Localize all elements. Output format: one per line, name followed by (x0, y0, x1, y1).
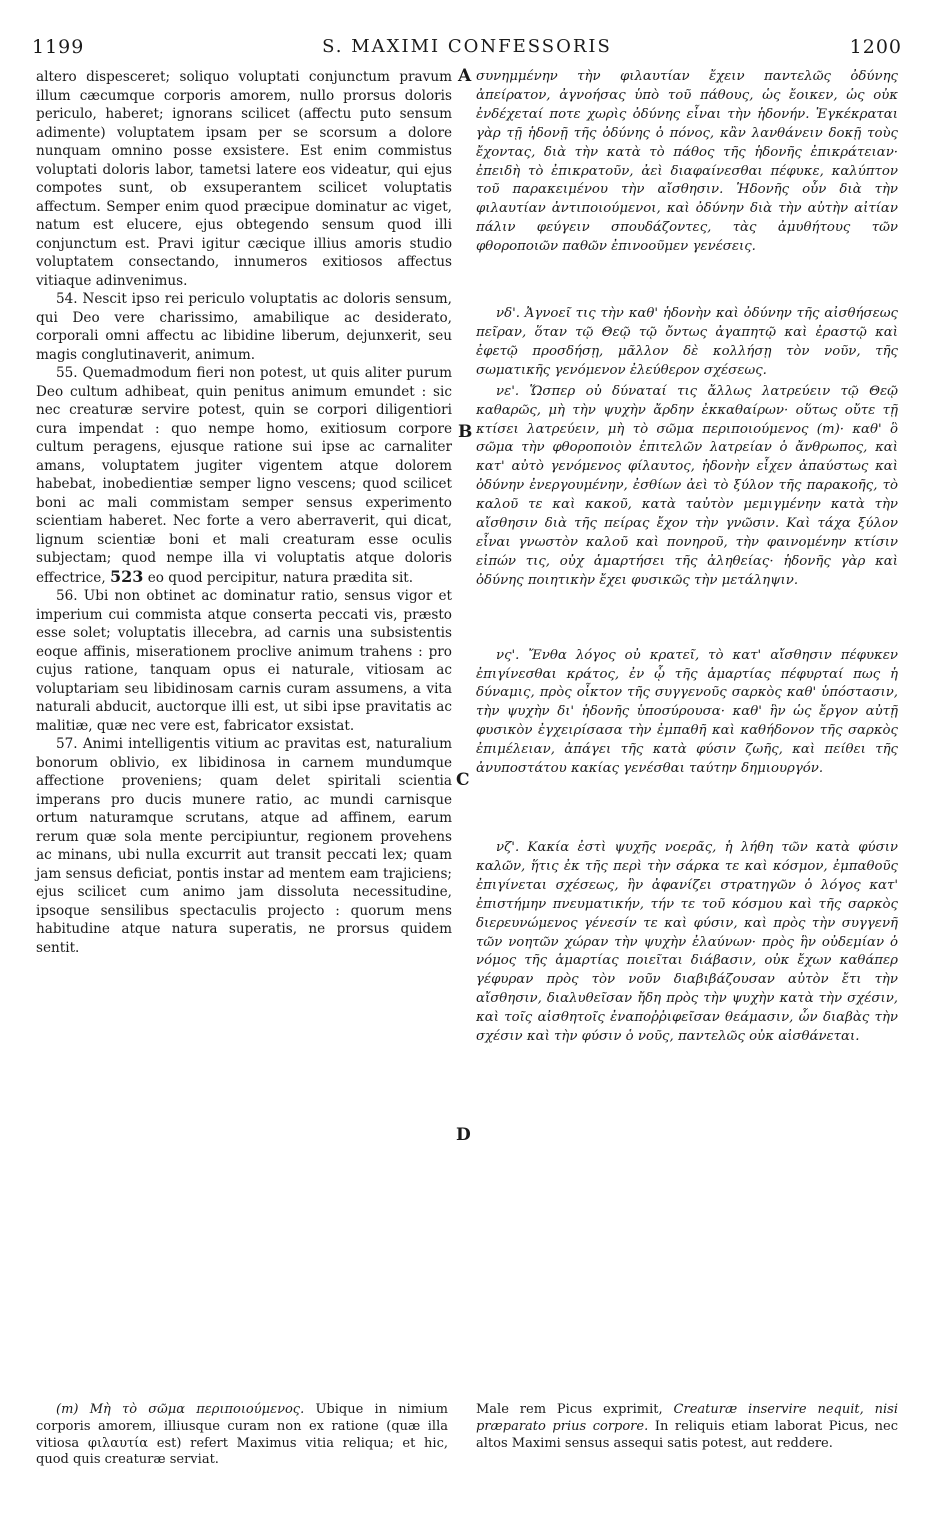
margin-letter-a: A (458, 66, 472, 86)
footnote-right-text-a: Male rem Picus exprimit, (476, 1402, 663, 1417)
running-title: S. MAXIMI CONFESSORIS (322, 36, 612, 57)
footnote-right-quote: Creaturæ inservire nequit, nisi præparato prius corpore. (476, 1402, 898, 1434)
page-number-right: 1200 (849, 36, 902, 58)
column-number: 523 (109, 566, 144, 586)
latin-paragraph-55 (36, 364, 452, 587)
latin-paragraph-55-text: 55. Quemadmodum fieri non potest, ut quis aliter purum Deo cultum adhibeat, quin penitus animum emundet : sic nec creaturæ servire potest, quin se corpori diligentiori cura impendat : quo nempe homo, exitiosum corpore cultum peragens, ejusque ratione sui ipse ac carnaliter amans, voluptatem jugiter vigentem atque dolorem habebat, inobedientiæ semper ligno vescens; quod scilicet boni ac mali commistam semper sensus experimento scientiam haberet. Nec forte a vero aberraverit, qui dicat, lignum scientiæ boni et mali creaturam esse oculis subjectam; quod nempe illa vi voluptatis atque doloris effectrice, (36, 365, 452, 586)
page-header (32, 36, 902, 60)
footnote-lemma: (m) Μὴ τὸ σῶμα περιποιούμενος. (56, 1402, 305, 1417)
latin-paragraph-54: 54. Nescit ipso rei periculo voluptatis ac doloris sensum, qui Deo vere charissimo, amabilique ac desiderato, corporali omni affectu ac libidine liberum, dejunxerit, seu magis conglutinaverit, animum. (36, 291, 452, 363)
greek-paragraph-55: νε'. Ὥσπερ οὐ δύναταί τις ἄλλως λατρεύειν τῷ Θεῷ καθαρῶς, μὴ τὴν ψυχὴν ἄρδην ἐκκαθαίρων· οὕτως οὔτε τῇ κτίσει λατρεύειν, μὴ τὸ σῶμα περιποιούμενος (m)· καθ' ὃ σῶμα τὴν φθοροποιὸν ἐπιτελῶν λατρείαν ὁ ἄνθρωπος, καὶ κατ' αὐτὸ γενόμενος φίλαυτος, ἡδονὴν εἶχεν ἀπαύστως καὶ ὀδύνην ἐνεργουμένην, ἐσθίων ἀεὶ τὸ ξύλον τῆς παρακοῆς, τὸ καλοῦ τε καὶ κακοῦ, κατὰ ταὐτὸν μεμιγμένην κατὰ τὴν αἴσθησιν διὰ τῆς πείρας ἔχον τὴν γνῶσιν. Καὶ τάχα ξύλον εἶναι γνωστὸν καλοῦ καὶ πονηροῦ, τὴν φαινομένην κτίσιν εἰπών τις, οὐχ ἁμαρτήσει τῆς ἀληθείας· ἡδονῆς γὰρ καὶ ὀδύνης ποιητικὴν ἔχει φυσικῶς τὴν μετάληψιν. (476, 383, 898, 588)
latin-paragraph-56: 56. Ubi non obtinet ac dominatur ratio, sensus vigor et imperium cui commista atque conserta peccati vis, præsto esse solet; voluptatis illecebra, ad carnis una subsistentis eoque affinis, miserationem proclive animum trahens : pro cujus ratione, tanquam opus ei naturale, vitiosam ac voluptariam seu libidinosam carnis curam assumens, a vita naturali abducit, auctorque illi est, ut sibi ipse pravitatis ac malitiæ, quæ nec vere est, fabricator exsistat. (36, 588, 452, 734)
latin-paragraph-53-continued: altero dispesceret; soliquo voluptati conjunctum pravum illum cæcumque corporis amorem, nullo prorsus doloris periculo, haberet; ignorans scilicet (affectu puto sensum adimente) voluptatem ipsam per se scorsum a dolore nunquam omnino posse exsistere. Est enim commistus voluptati doloris labor, tametsi latere eos videatur, qui ejus compotes sunt, ob exsuperantem scilicet voluptatis affectum. Semper enim quod præcipue dominatur ac viget, natum est elucere, ejus obtegendo sensum quod illi conjunctum est. Pravi igitur cæcique illius amoris studio voluptatem consectando, innumeros exitiosos affectus vitiaque adinvenimus. (36, 69, 452, 289)
margin-letter-d: D (456, 1125, 471, 1145)
greek-paragraph-54: νδ'. Ἀγνοεῖ τις τὴν καθ' ἡδονὴν καὶ ὀδύνην τῆς αἰσθήσεως πεῖραν, ὅταν τῷ Θεῷ τῷ ὄντως ἀγαπητῷ καὶ ἐραστῷ καὶ ἐφετῷ προσδήσῃ, μᾶλλον δὲ κολλήσῃ τὸν νοῦν, τῆς σωματικῆς γενόμενον ἐλεύθερον σχέσεως. (476, 306, 898, 378)
greek-paragraph-57: νζ'. Κακία ἐστὶ ψυχῆς νοερᾶς, ἡ λήθη τῶν κατὰ φύσιν καλῶν, ἥτις ἐκ τῆς περὶ τὴν σάρκα τε καὶ κόσμον, ἐμπαθοῦς ἐπιγίνεται σχέσεως, ἣν ἀφανίζει στρατηγῶν ὁ λόγος κατ' ἐπιστήμην πνευματικήν, τήν τε τοῦ κόσμου καὶ τῆς σαρκὸς διερευνώμενος γένεσίν τε καὶ φύσιν, καὶ πρὸς τὴν συγγενῆ τῶν νοητῶν χώραν τὴν ψυχὴν ἐλαύνων· πρὸς ἣν οὐδεμίαν ὁ νόμος τῆς ἁμαρτίας ποιεῖται διάβασιν, οὐκ ἔχων καθάπερ γέφυραν πρὸς τὸν νοῦν διαβιβάζουσαν αὐτὸν ἔτι τὴν αἴσθησιν, διαλυθεῖσαν ἤδη πρὸς τὴν ψυχὴν κατὰ τὴν σχέσιν, καὶ τοῖς αἰσθητοῖς ἐναποῤῥιφεῖσαν θεάμασιν, ὧν διαβὰς τὴν σχέσιν καὶ τὴν φύσιν ὁ νοῦς, παντελῶς οὐκ αἰσθάνεται. (476, 840, 898, 1045)
latin-column (36, 68, 452, 957)
footnote-left-text: Ubique in nimium corporis amorem, illiusque curam non ex ratione (quæ illa vitiosa φιλαυτία est) refert Maximus vitia reliqua; et hic, quod quis creaturæ serviat. (36, 1402, 448, 1468)
greek-paragraph-53-continued: συνημμένην τὴν φιλαυτίαν ἔχειν παντελῶς ὀδύνης ἀπείρατον, ἀγνοήσας ὑπὸ τοῦ πάθους, ὡς ἔοικεν, ὡς οὐκ ἐνδέχεταί ποτε χωρὶς ὀδύνης εἶναι τὴν ἡδονήν. Ἐγκέκραται γὰρ τῇ ἡδονῇ τῆς ὀδύνης ὁ πόνος, κἂν λανθάνειν δοκῇ τοὺς ἔχοντας, διὰ τὴν κατὰ τὸ πάθος τῆς ἡδονῆς ἐπικράτειαν· ἐπειδὴ τὸ ἐπικρατοῦν, ἀεὶ διαφαίνεσθαι πέφυκε, καλύπτον τοῦ παρακειμένου τὴν αἴσθησιν. Ἡδονῆς οὖν διὰ τὴν φιλαυτίαν ἀντιποιούμενοι, καὶ ὀδύνην διὰ τὴν αὐτὴν αἰτίαν πάλιν φεύγειν σπουδάζοντες, τὰς ἀμυθήτους τῶν φθοροποιῶν παθῶν ἐπινοοῦμεν γενέσεις. (476, 69, 898, 255)
latin-paragraph-55-end: eo quod percipitur, natura prædita sit. (147, 569, 414, 586)
footnote-left (36, 1402, 448, 1469)
margin-letter-b: B (458, 422, 473, 442)
footnote-right (476, 1402, 898, 1452)
greek-paragraph-56: νς'. Ἔνθα λόγος οὐ κρατεῖ, τὸ κατ' αἴσθησιν πέφυκεν ἐπιγίνεσθαι κράτος, ἐν ᾧ τῆς ἁμαρτίας πέφυρταί πως ἡ δύναμις, πρὸς οἶκτον τῆς συγγενοῦς σαρκὸς καθ' ὑπόστασιν, τὴν ψυχὴν δι' ἡδονῆς ὑποσύρουσα· καθ' ἣν ὡς ἔργον αὐτῇ φυσικὸν ἐγχειρίσασα τὴν ἐμπαθῆ καὶ καθήδονον τῆς σαρκὸς ἐπιμέλειαν, ἀπάγει τῆς κατὰ φύσιν ζωῆς, καὶ πείθει τῆς ἀνυποστάτου κακίας γενέσθαι ταύτην δημιουργόν. (476, 647, 898, 777)
latin-paragraph-57: 57. Animi intelligentis vitium ac pravitas est, naturalium bonorum oblivio, ex libidinosa in carnem mundumque affectione proveniens; quam delet spiritali scientia imperans pro ducis munere ratio, ac mundi carnisque ortum naturamque scrutans, atque ad affinem, earum rerum quæ sola mente percipiuntur, regionem provehens ac minans, ubi nulla excurrit aut transit peccati lex; quam jam sensus deficiat, pontis instar ad mentem eam trajiciens; ejus scilicet cum animo jam dissoluta necessitudine, ipsoque sensilibus spectaculis projecto : quorum mens habitudine atque natura superatis, ne prorsus quidem sentit. (36, 736, 452, 956)
footnote-right-text-b: In reliquis etiam laborat Picus, nec altos Maximi sensus assequi satis potest, aut reddere. (476, 1418, 899, 1451)
page-number-left: 1199 (32, 36, 85, 58)
margin-letter-c: C (456, 770, 470, 790)
greek-column (476, 68, 898, 1047)
